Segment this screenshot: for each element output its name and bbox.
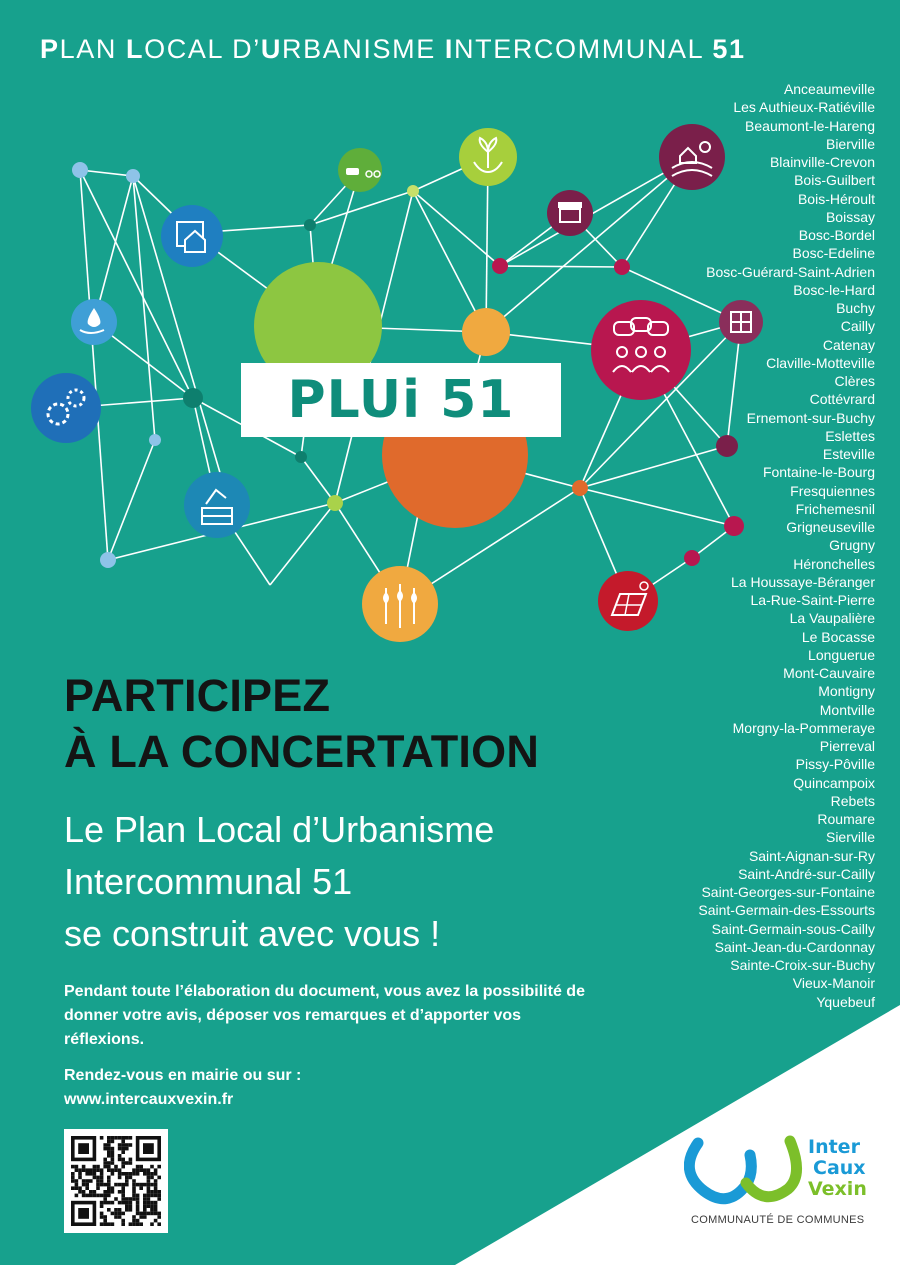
subheading-line: se construit avec vous ! (64, 913, 441, 954)
house-plan-icon (161, 205, 223, 267)
cta-text: Rendez-vous en mairie ou sur : (64, 1067, 302, 1084)
subheading (64, 804, 494, 960)
commune-item: Roumare (817, 811, 875, 827)
commune-item: Pierreval (819, 738, 875, 754)
commune-item: Saint-André-sur-Cailly (738, 865, 875, 882)
commune-item: Longuerue (808, 646, 875, 663)
commune-item: Boissay (825, 208, 875, 225)
commune-item: La-Rue-Saint-Pierre (750, 592, 875, 608)
commune-item: Les Authieux-Ratiéville (733, 99, 875, 116)
commune-item: Montville (819, 701, 875, 718)
shop-icon (547, 190, 593, 236)
qr-code[interactable] (64, 1129, 168, 1233)
commune-item: Bosc-le-Hard (793, 281, 875, 298)
plant-hands-icon (459, 128, 517, 186)
commune-item: Saint-Germain-sous-Cailly (711, 920, 875, 937)
commune-item: Montigny (818, 683, 875, 700)
commune-item: Fresquiennes (790, 482, 875, 499)
subheading-line: Intercommunal 51 (64, 861, 353, 902)
commune-item: Eslettes (825, 427, 875, 444)
commune-item: Bosc-Edeline (792, 245, 875, 262)
commune-item: Catenay (822, 336, 875, 353)
commune-item: Frichemesnil (795, 500, 875, 517)
wheat-icon (362, 566, 438, 642)
car-bike-icon (338, 148, 382, 192)
commune-item: Saint-Germain-des-Essourts (698, 902, 875, 919)
page-title: PLAN LOCAL D’URBANISME INTERCOMMUNAL 51 (40, 34, 746, 64)
logo-text: Inter (808, 1136, 860, 1158)
commune-item: Yquebeuf (816, 993, 875, 1010)
commune-item: Pissy-Pôville (795, 756, 875, 773)
commune-item: Morgny-la-Pommeraye (732, 719, 875, 736)
commune-item: Cottévrard (809, 391, 875, 408)
plui-badge-label: PLUi 51 (287, 370, 515, 430)
commune-item: Saint-Jean-du-Cardonnay (714, 938, 875, 955)
intercauxvexin-logo (684, 1125, 874, 1235)
commune-item: Bois-Héroult (797, 190, 875, 207)
commune-item: Anceaumeville (783, 81, 875, 97)
commune-item: Blainville-Crevon (769, 154, 875, 170)
commune-item: Quincampoix (793, 774, 875, 791)
commune-item: La Houssaye-Béranger (731, 573, 875, 590)
logo-swoosh-icon (684, 1125, 809, 1210)
commune-item: Vieux-Manoir (792, 975, 875, 992)
website-link[interactable]: www.intercauxvexin.fr (64, 1091, 234, 1108)
commune-item: Clères (834, 373, 875, 389)
commune-item: Saint-Georges-sur-Fontaine (701, 884, 875, 900)
body-text: Pendant toute l’élaboration du document, vous avez la possibilité de donner votre avis, déposer vos remarques et d’apporter vos réflexions. (64, 983, 585, 1048)
commune-item: Bierville (825, 135, 875, 152)
gears-icon (31, 373, 101, 443)
community-chat-icon (591, 300, 691, 400)
commune-item: La Vaupalière (789, 610, 875, 627)
commune-item: Sierville (825, 829, 875, 846)
commune-item: Mont-Cauvaire (783, 665, 875, 681)
commune-item: Fontaine-le-Bourg (762, 464, 875, 481)
logo-text: Caux (813, 1157, 866, 1179)
light-orange-disc (462, 308, 510, 356)
communes-list (698, 80, 875, 1011)
commune-item: Le Bocasse (801, 628, 875, 645)
commune-item: Esteville (822, 446, 875, 462)
commune-item: Sainte-Croix-sur-Buchy (730, 957, 875, 973)
commune-item: Grigneuseville (786, 519, 875, 535)
commune-item: Bois-Guilbert (794, 172, 875, 189)
solar-panel-icon (598, 571, 658, 631)
commune-item: Claville-Motteville (766, 354, 875, 371)
logo-text: Vexin (808, 1178, 867, 1200)
commune-item: Beaumont-le-Hareng (745, 117, 875, 134)
commune-item: Saint-Aignan-sur-Ry (748, 847, 875, 864)
subheading-line: Le Plan Local d’Urbanisme (64, 809, 495, 850)
commune-item: Bosc-Bordel (798, 227, 875, 243)
heading-line: À LA CONCERTATION (64, 726, 540, 777)
commune-item: Bosc-Guérard-Saint-Adrien (706, 263, 875, 280)
commune-item: Cailly (840, 318, 875, 335)
commune-item: Grugny (829, 537, 875, 554)
commune-item: Ernemont-sur-Buchy (746, 409, 875, 426)
main-heading (64, 668, 539, 780)
plui-badge (241, 363, 561, 437)
water-hand-icon (71, 299, 117, 345)
commune-item: Rebets (830, 792, 875, 809)
heading-line: PARTICIPEZ (64, 670, 331, 721)
construction-icon (184, 472, 250, 538)
commune-item: Buchy (836, 300, 875, 316)
call-to-action (64, 1064, 301, 1112)
logo-tagline: COMMUNAUTÉ DE COMMUNES (691, 1214, 865, 1226)
commune-item: Héronchelles (793, 555, 875, 572)
